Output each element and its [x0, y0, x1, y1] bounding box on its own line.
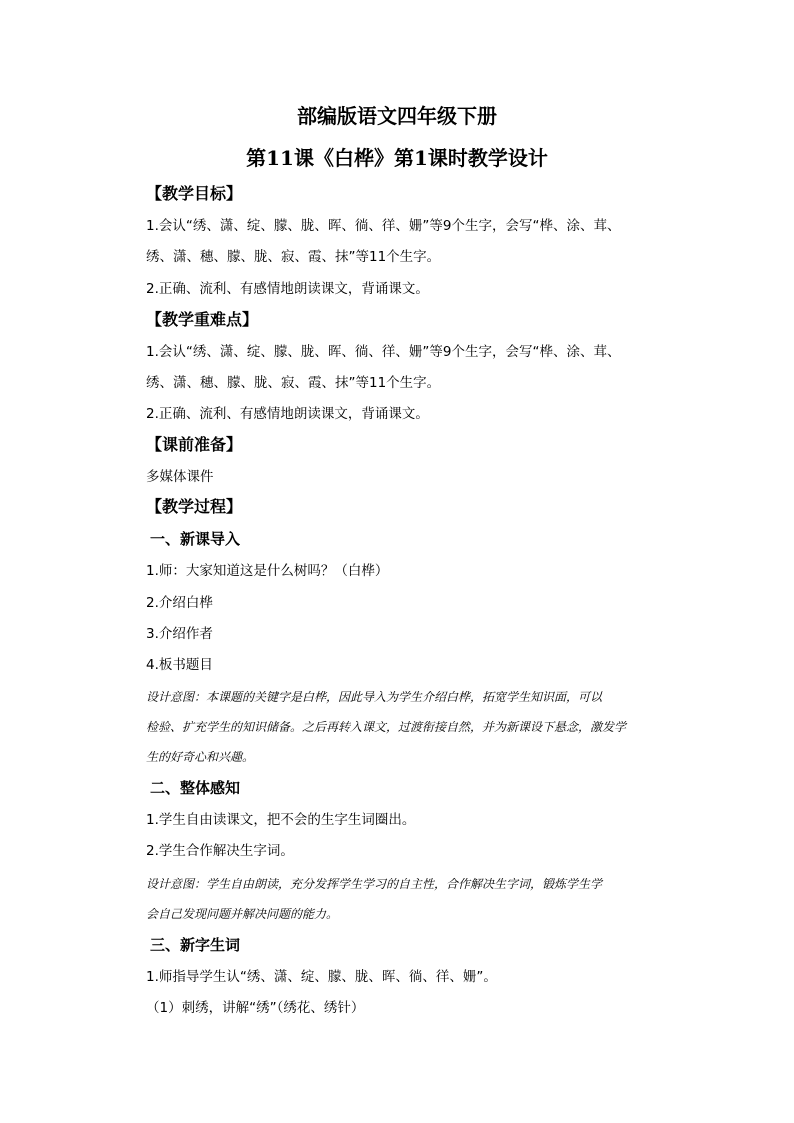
lesson-title: 第11课《白桦》第1课时教学设计 — [246, 146, 548, 170]
part-2-title: 二、整体感知 — [150, 779, 241, 797]
part-1-step-3: 3.介绍作者 — [146, 626, 213, 642]
goal-item-2: 2.正确、流利、有感情地朗读课文，背诵课文。 — [146, 281, 429, 297]
part-1-step-4: 4.板书题目 — [146, 657, 213, 673]
part-1-step-2: 2.介绍白桦 — [146, 595, 213, 611]
part-2-step-2: 2.学生合作解决生字词。 — [146, 843, 294, 859]
part-3-sub-item-1: （1）刺绣，讲解“绣”（绣花、绣针） — [146, 1000, 365, 1016]
goal-item-1-line-2: 绣、潇、穗、朦、胧、寂、霞、抹”等11个生字。 — [146, 249, 441, 265]
key-point-item-2: 2.正确、流利、有感情地朗读课文，背诵课文。 — [146, 406, 429, 422]
key-point-item-1-line-2: 绣、潇、穗、朦、胧、寂、霞、抹”等11个生字。 — [146, 375, 441, 391]
part-2-step-1: 1.学生自由读课文，把不会的生字生词圈出。 — [146, 812, 416, 828]
key-point-item-1-line-1: 1.会认“绣、潇、绽、朦、胧、晖、徜、徉、姗”等9个生字，会写“桦、涂、茸、 — [146, 344, 621, 360]
part-1-step-1: 1.师：大家知道这是什么树吗？（白桦） — [146, 563, 389, 579]
section-heading-preparation: 【课前准备】 — [146, 435, 243, 454]
part-1-design-note-line-2: 检验、扩充学生的知识储备。之后再转入课文，过渡衔接自然，并为新课设下悬念，激发学 — [146, 720, 627, 734]
part-1-design-note-line-1: 设计意图：本课题的关键字是白桦，因此导入为学生介绍白桦，拓宽学生知识面，可以 — [146, 690, 603, 704]
preparation-text: 多媒体课件 — [146, 469, 214, 485]
part-1-title: 一、新课导入 — [150, 530, 241, 548]
document-title: 部编版语文四年级下册 — [297, 104, 497, 128]
section-heading-goals: 【教学目标】 — [146, 184, 243, 203]
part-3-title: 三、新字生词 — [150, 936, 241, 954]
section-heading-process: 【教学过程】 — [146, 497, 243, 516]
part-1-design-note-line-3: 生的好奇心和兴趣。 — [146, 750, 255, 764]
section-heading-key-points: 【教学重难点】 — [146, 310, 259, 329]
part-2-design-note-line-2: 会自己发现问题并解决问题的能力。 — [146, 907, 339, 921]
part-2-design-note-line-1: 设计意图：学生自由朗读，充分发挥学生学习的自主性，合作解决生字词，锻炼学生学 — [146, 877, 603, 891]
goal-item-1-line-1: 1.会认“绣、潇、绽、朦、胧、晖、徜、徉、姗”等9个生字，会写“桦、涂、茸、 — [146, 218, 621, 234]
part-3-step-1: 1.师指导学生认“绣、潇、绽、朦、胧、晖、徜、徉、姗”。 — [146, 969, 497, 985]
